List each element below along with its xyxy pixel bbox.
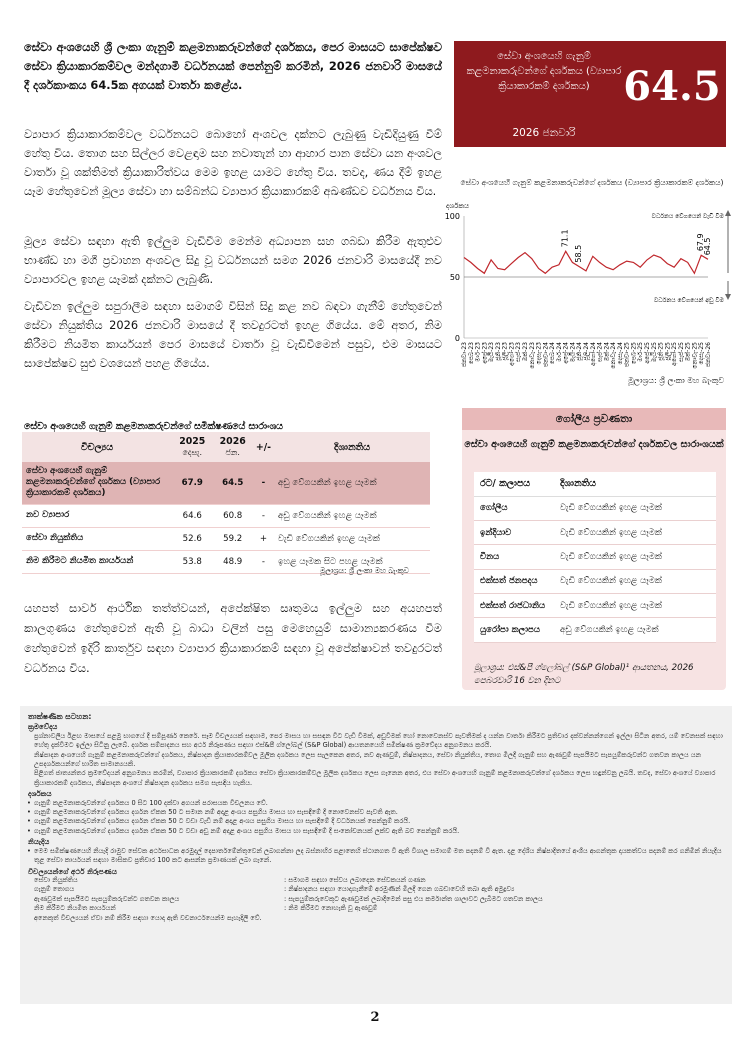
- series-line: [464, 251, 708, 273]
- arrow-down-icon: [725, 294, 731, 300]
- y-axis-label: දර්ශකය: [446, 202, 470, 210]
- global-table: [474, 472, 716, 643]
- summary-table-title: සේවා අංශයෙහි ගැනුම් කළමනාකරුවන්ගේ සමීක්ෂණයේ සාරාංශය: [24, 421, 283, 432]
- y-tick-label: 0: [454, 334, 460, 343]
- x-tick-label: පෙබ-23: [467, 342, 475, 365]
- body-paragraph-3: වැඩිවන ඉල්ලුම සපුරාලීම සඳහා සමාගම් විසින් සිදු කළ නව බඳවා ගැනීම් හේතුවෙන් සේවා නියුක්තිය 2026 ජනවාරි මාසයේ දී තවදුරටත් ඉහළ ගියේය. මේ අතර, නිම කිරීමට නියමිත කාර්යයන් පෙර මාසයේ වාර්තා වූ වැඩිවීමෙන් පසුව, එම මාසයට සාපේක්ෂව සුළු වශයෙන් පහළ ගියේය.: [24, 299, 442, 370]
- y-tick-label: 100: [444, 212, 460, 221]
- arrow-up-label: වර්ධනය වේගයෙන් වැඩි වීම: [651, 213, 724, 220]
- pmi-chart: [444, 178, 740, 398]
- x-tick-label: පෙබ-24: [549, 342, 557, 365]
- index-item: • ගැනුම් කළමනාකරුවන්ගේ දර්ශකය 0 සිට 100 දක්වා අගයන් පරාසයක විචලනය වේ.: [28, 799, 724, 808]
- page-number: 2: [370, 1010, 380, 1025]
- global-table-header: රට/ කලාපය දිශානතිය: [474, 472, 716, 496]
- sample-text: • මෙම සමීක්ෂණයෙහි නියැදි රාමුව සේවක අර්ථසාධක අරමුදල් දෙපාර්තමේන්තුවෙන් ලබාගන්නා ලද බස්නාහිර පළාතෙහි ස්ථානගත වී ඇති විශාල සමාගම් මත පදනම් වී ඇත. දළ දේශීය නිෂ්පාදිතයේ අංශීය ආගන්තුක දායකත්වය පදනම් කර ගනිමින් නියැදිය තුළ සේවා කාර්යයන් සඳහා මාසිකව ප්‍රතිචාර 100 කට ආසන්න ප්‍රමාණයක් ලබා ගැනේ.: [28, 847, 724, 866]
- x-tick-label: ජූලි-23: [501, 342, 509, 361]
- global-title: ගෝලීය ප්‍රවණතා: [462, 408, 726, 430]
- x-tick-label: ජූලි-24: [583, 342, 590, 361]
- x-tick-label: නොවැ-23: [528, 342, 536, 369]
- table-row: චීනය වැඩි වේගයකින් ඉහළ යෑමක්: [474, 545, 716, 569]
- headline-value: 64.5: [623, 63, 721, 110]
- variable-row: නිම කිරීමට නියමිත කාර්යයන් : නිම කිරීමට නොහැකි වූ ඇණවුම්: [34, 904, 378, 913]
- outlook-paragraph: යහපත් සාර්ව ආර්ථික තත්ත්වයන්, අපේක්ෂිත සෘතුමය ඉල්ලුම සහ අයහපත් කාලගුණය හේතුවෙන් ඇති වූ බාධා වලින් පසු මෙහෙයුම් සාමාන්‍යකරණය වීම හේතුවෙන් ඉදිරි කාර්තුව සඳහා ව්‍යාපාර ක්‍රියාකාරකම් සඳහා වූ අපේක්ෂාවන් තවදුරටත් වර්ධනය විය.: [24, 601, 442, 675]
- table-row: එක්සත් රාජධානිය වැඩි වේගයකින් ඉහළ යෑමක්: [474, 594, 716, 618]
- table-row: නව ව්‍යාපාර 64.6 60.8 - අඩු වේගයකින් ඉහළ යෑමක්: [22, 504, 430, 527]
- x-tick-label: අප්‍රේ-25: [644, 342, 651, 364]
- x-tick-label: නොවැ-24: [610, 342, 618, 369]
- table-row: නිම කිරීමට නියමිත කාර්යයන් 53.8 48.9 - ඉහළ යෑමක සිට පහළ යෑමක්: [22, 550, 430, 573]
- x-tick-label: ජූනි-23: [494, 342, 502, 361]
- sample-heading: නියැදිය: [28, 837, 50, 847]
- headline-date: 2026 ජනවාරි: [512, 127, 576, 139]
- x-tick-label: මාර්-23: [474, 342, 482, 362]
- x-tick-label: සැප්-25: [677, 342, 685, 362]
- header-direction: දිශානතිය: [274, 432, 430, 462]
- x-tick-label: මාර්-25: [637, 342, 645, 362]
- table-row: සේවා නියුක්තිය 52.6 59.2 + වැඩි වේගයකින් ඉහළ යෑමක්: [22, 527, 430, 550]
- method-text-2: නිෂ්පාදන අංශයෙහි ගැනුම් කළමනාකරුවන්ගේ දර්ශකය, නිෂ්පාදන ක්‍රියාකාරකම්වල මූලික දර්ශකය ලෙස සැලකෙන අතර, නව ඇණවුම්, නිෂ්පාදනය, සේවා නියුක්තිය, තොග මිලදී ගැනුම් සහ ඇණවුම් සැපයීමට සැපයුම්කරුවන්ට ගතවන කාලය යන උපදර්ශකයන්ගේ භාරිත සාමාන්‍යයකි.: [34, 750, 701, 769]
- arrow-up-icon: [725, 210, 731, 216]
- x-tick-label: දෙසැ-25: [698, 342, 706, 365]
- technical-note: [20, 706, 732, 1004]
- x-tick-label: දෙසැ-24: [616, 342, 624, 365]
- header-variable: විචල්‍යය: [22, 432, 172, 462]
- global-subtitle: සේවා අංශයෙහි ගැනුම් කළමනාකරුවන්ගේ දර්ශකවල සාරාංශයක්: [464, 439, 724, 450]
- x-tick-label: මැයි-23: [488, 342, 496, 363]
- x-tick-label: ජූලි-25: [664, 342, 672, 361]
- x-tick-label: මැයි-25: [650, 342, 658, 363]
- method-heading: ක්‍රමවේදය: [28, 722, 58, 732]
- x-tick-label: ජනවා-26: [705, 342, 712, 368]
- x-tick-label: ජනවා-25: [623, 342, 631, 368]
- data-label: 64.5: [703, 237, 712, 256]
- headline-label: සේවා අංශයෙහි ගැනුම් කළමනාකරුවන්ගේ දර්ශකය (ව්‍යාපාර ක්‍රියාකාරකම් දර්ශකය): [466, 51, 622, 92]
- x-tick-label: ඔක්-24: [603, 342, 611, 362]
- x-tick-label: අගෝ-23: [508, 342, 516, 366]
- table-row: එක්සත් ජනපදය වැඩි වේගයකින් ඉහළ යෑමක්: [474, 569, 716, 593]
- summary-table: [22, 432, 430, 574]
- body-paragraph-2: මූල්‍ය සේවා සඳහා ඇති ඉල්ලුම වැඩිවීම මෙන්ම අධ්‍යාපන සහ ගබඩා කිරීම ඇතුළුව භාණ්ඩ හා මගී ප්‍රවාහන අංශවල සිදු වූ වර්ධනයන් සමග 2026 ජනවාරි මාසයේදී නව ව්‍යාපාරවල ඉහළ යෑමක් දක්නට ලැබුණි.: [24, 234, 442, 286]
- method-text-3: පිළිගත් ජාත්‍යන්තර ක්‍රමවේදයන් අනුගමනය කරමින්, ව්‍යාපාර ක්‍රියාකාරකම් දර්ශකය සේවා ක්‍රියාකාරකම්වල මූලික දර්ශකය ලෙස ගැනෙන අතර, එය සේවා අංශයෙහි ගැනුම් කළමනාකරුවන්ගේ දර්ශකය ලෙස හඳුන්වනු ලබයි. තවද, සේවා අංශයේ ව්‍යාපාර ක්‍රියාකාරකම් දර්ශකය, නිෂ්පාදන අංශයේ නිෂ්පාදන දර්ශකය සමග සැසඳිය හැකිය.: [34, 769, 716, 787]
- x-tick-label: දෙසැ-23: [535, 342, 543, 365]
- chart-title: සේවා අංශයෙහි ගැනුම් කළමනාකරුවන්ගේ දර්ශකය (ව්‍යාපාර ක්‍රියාකාරකම් දර්ශකය): [460, 178, 724, 187]
- data-label: 67.9: [696, 233, 706, 252]
- summary-table-header: [22, 432, 430, 462]
- intro-paragraph: සේවා අංශයෙහි ශ්‍රී ලංකා ගැනුම් කළමනාකරුවන්ගේ දර්ශකය, පෙර මාසයට සාපේක්ෂව සේවා ක්‍රියාකාරකම්වල මන්දගාමී වර්ධනයක් පෙන්නුම් කරමින්, 2026 ජනවාරි මාසයේ දී දර්ශකාංකය 64.5ක අගයක් වාර්තා කළේය.: [24, 40, 442, 92]
- x-tick-label: අගෝ-25: [671, 342, 679, 366]
- x-tick-label: මාර්-24: [555, 342, 563, 362]
- y-tick-label: 50: [449, 273, 460, 282]
- global-trends-panel: [462, 408, 726, 690]
- data-label: 71.1: [560, 229, 570, 248]
- x-tick-label: අප්‍රේ-23: [481, 342, 489, 364]
- x-tick-label: ජූනි-25: [657, 342, 665, 361]
- x-tick-label: නොවැ-25: [691, 342, 699, 369]
- method-text-1: ප්‍රශ්නාවලිය ඊළඟ මාසයේ පළමු භාගයේ දී සම්පූර්ණ කෙරේ. සෑම විචල්‍යයක් සඳහාම, පෙර මාසය හා සසඳන විට වැඩි වීමක්, අඩුවීමක් හෝ නොවෙනස්ව පැවතීමක් ද යන්න වාර්තා කිරීමට ප්‍රතිචාර දක්වන්නන්ගෙන් ඉල්ලා සිටින අතර, යම් වෙනසක් සඳහා හේතු දැක්වීමට ඉල්ලා සිටිනු ලැබේ. දර්ශක සම්පාදනය සහ අර්ථ නිරූපණය සඳහා එස්&පී ග්ලෝබල් (S&P Global) ආයතනයෙහි සමීක්ෂණ ක්‍රමවේදය අනුගමනය කරයි.: [34, 731, 723, 750]
- index-item: • ගැනුම් කළමනාකරුවන්ගේ දර්ශකය දර්ශන ඒකක 50 ට වඩා අඩු නම් අදාළ අංශය පසුගිය මාසය හා සැසඳීමේ දී සංකෝචනයක් ලක්ව ඇති බව පෙන්නුම් කරයි.: [28, 827, 724, 836]
- variables-footer: අනෙකුත් විචල්‍යයන් ඒවා නම් කිරීම සඳහා යොදා ඇති වචනාර්ථයෙන්ම පැහැදිලි වේ.: [34, 913, 262, 922]
- index-item: • ගැනුම් කළමනාකරුවන්ගේ දර්ශකය දර්ශන ඒකක 50 ට සමාන නම් අදාළ අංශය පසුගිය මාසය හා සැසඳීමේ දී නොවෙනස්ව පැවති ඇත.: [28, 808, 724, 817]
- chart-source: මූලාශ්‍රය: ශ්‍රී ලංකා මහ බැංකුව: [628, 376, 725, 385]
- table-source: මූලාශ්‍රය: ශ්‍රී ලංකා මහ බැංකුව: [320, 566, 409, 575]
- header-change: +/-: [253, 432, 274, 462]
- index-item: • ගැනුම් කළමනාකරුවන්ගේ දර්ශකය දර්ශන ඒකක 50 ට වඩා වැඩි නම් අදාළ අංශය පසුගිය මාසය හා සැසඳීමේ දී වර්ධනයක් පෙන්නුම් කරයි.: [28, 817, 724, 826]
- body-paragraph-1: ව්‍යාපාර ක්‍රියාකාරකම්වල වර්ධනයට බොහෝ අංශවල දක්නට ලැබුණු වැඩිදියුණු වීම් හේතු විය. තොග සහ සිල්ලර වෙළඳාම සහ නවාතැන් හා ආහාර පාන සේවා යන අංශවල වාර්තා වූ ශක්තිමත් ක්‍රියාකාරිත්වය මෙම ඉහළ යාමට හේතු විය. තවද, ණය දීම් ඉහළ යෑම හේතුවෙන් මූල්‍ය සේවා හා සම්බන්ධ ව්‍යාපාර ක්‍රියාකාරකම් අඛණ්ඩව වර්ධනය විය.: [24, 127, 442, 198]
- x-tick-label: මැයි-24: [569, 342, 577, 363]
- x-tick-label: සැප්-23: [515, 342, 523, 362]
- header-2025: 2025 දෙසැ.: [172, 432, 212, 462]
- table-row: ගෝලීය වැඩි වේගයකින් ඉහළ යෑමක්: [474, 496, 716, 520]
- x-tick-label: පෙබ-25: [630, 342, 638, 365]
- headline-box: [454, 41, 726, 147]
- variable-row: ඇණවුමක් සැපයීමට සැපයුම්කරුවන්ට ගතවන කාලය : සැපයුම්කරුවෙකුට ඇණවුමක් ලබාදීමෙන් පසු එය කර්මාන්ත ශාලාවට ලැබීමට ගතවන කාලය: [34, 894, 543, 903]
- x-tick-label: අප්‍රේ-24: [562, 342, 570, 364]
- x-tick-label: ඔක්-25: [684, 342, 692, 362]
- chart-svg: [444, 200, 740, 400]
- x-tick-label: සැප්-24: [596, 342, 604, 362]
- x-tick-label: ඔක්-23: [522, 342, 529, 362]
- x-tick-label: අගෝ-24: [589, 342, 597, 366]
- x-tick-label: ජනවා-24: [542, 342, 550, 368]
- variable-row: සේවා නියුක්තිය : සමාගම සඳහා සේවය ලබාදෙන සේවකයන් ගණන: [34, 875, 426, 884]
- table-row: සේවා අංශයෙහි ගැනුම් කළමනාකරුවන්ගේ දර්ශකය (ව්‍යාපාර ක්‍රියාකාරකම් දර්ශකය) 67.9 64.5 - අඩු වේගයකින් ඉහළ යෑමක්: [22, 462, 430, 504]
- variable-row: ගැනුම් තොගය : නිෂ්පාදනය සඳහා යොදාගැනීමේ අරමුණින් මිලදී ගෙන ගබඩාවෙහි තබා ඇති අමුද්‍රව්‍ය: [34, 885, 515, 894]
- variables-heading: විචල්‍යයන්ගේ අර්ථ නිරූපණය: [28, 866, 118, 876]
- x-tick-label: ජූනි-24: [576, 342, 584, 361]
- global-source: මූලාශ්‍රය: එස්&පී ග්ලෝබල් (S&P Global)¹ ආයතනය, 2026 පෙබරවාරි 16 වන දිනට: [474, 663, 694, 686]
- x-tick-label: ජනවා-23: [461, 342, 468, 368]
- index-heading: දර්ශකය: [28, 789, 52, 799]
- header-2026: 2026 ජන.: [212, 432, 252, 462]
- arrow-down-label: වර්ධනය වේගයෙන් අඩු වීම: [653, 297, 724, 304]
- technical-note-title: තාක්ෂණික සටහන:: [28, 712, 92, 721]
- data-label: 58.5: [574, 244, 584, 263]
- table-row: ඉන්දියාව වැඩි වේගයකින් ඉහළ යෑමක්: [474, 520, 716, 544]
- table-row: යුරෝපා කලාපය අඩු වේගයකින් ඉහළ යෑමක්: [474, 618, 716, 642]
